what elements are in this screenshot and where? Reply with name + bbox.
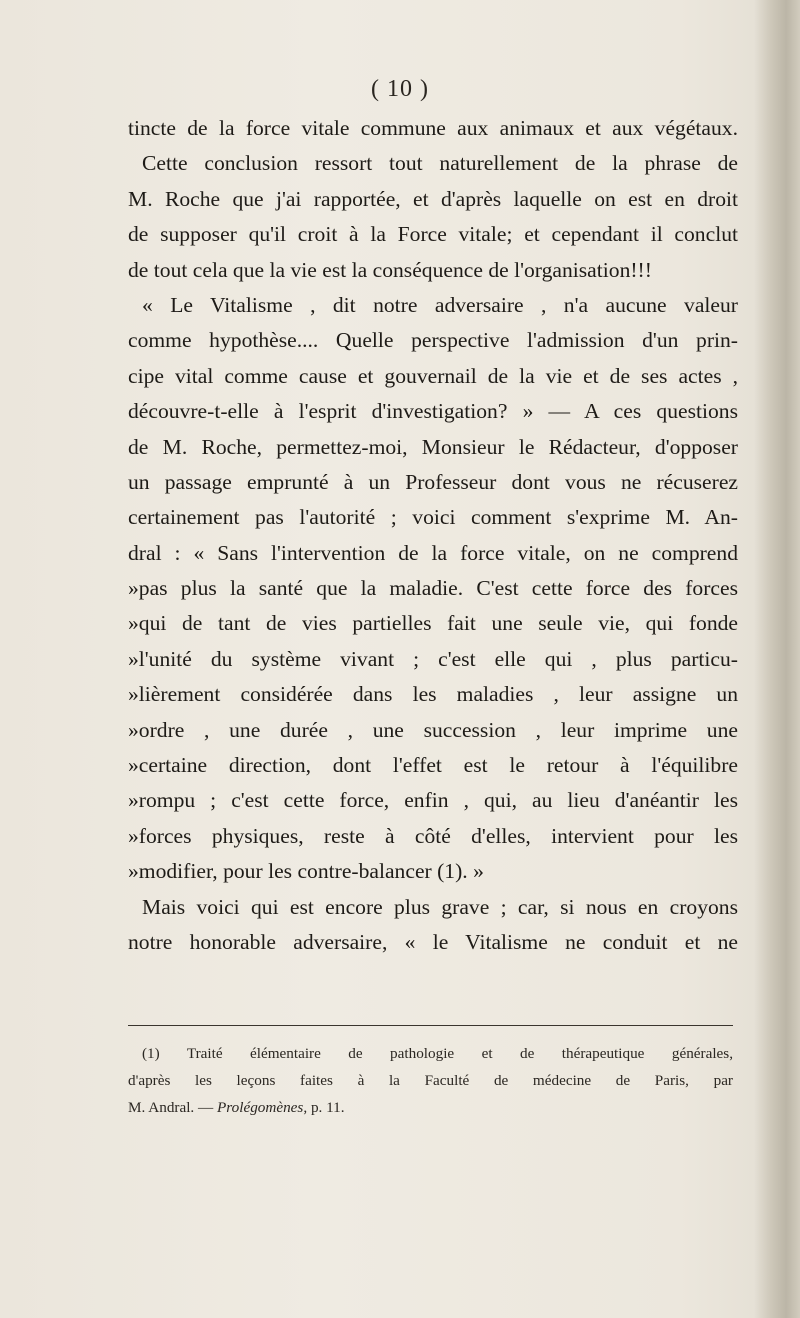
page-number: ( 10 ) <box>371 76 429 102</box>
footnote-page-ref: , p. 11. <box>303 1099 345 1116</box>
text-line: »qui de tant de vies partielles fait une seule vie, qui fonde <box>128 611 738 636</box>
text-line: de M. Roche, permettez-moi, Monsieur le Rédacteur, d'opposer <box>128 434 738 459</box>
text-line: »lièrement considérée dans les maladies , leur assigne un <box>128 682 738 707</box>
text-line: »modifier, pour les contre-balancer (1). » <box>128 859 484 884</box>
text-line: certainement pas l'autorité ; voici comment s'exprime M. An- <box>128 505 738 530</box>
text-line: »l'unité du système vivant ; c'est elle qui , plus particu- <box>128 646 738 671</box>
footnote <box>128 1040 733 1121</box>
page-edge-shadow <box>754 0 800 1318</box>
footnote-line: d'après les leçons faites à la Faculté de médecine de Paris, par <box>128 1072 733 1089</box>
text-line: de supposer qu'il croit à la Force vitale; et cependant il conclut <box>128 222 738 247</box>
text-line: »ordre , une durée , une succession , leur imprime une <box>128 717 738 742</box>
text-line: »certaine direction, dont l'effet est le retour à l'équilibre <box>128 753 738 778</box>
footnote-work-title: Prolégomènes <box>217 1099 304 1116</box>
footnote-divider <box>128 1025 733 1026</box>
text-line: « Le Vitalisme , dit notre adversaire , n'a aucune valeur <box>142 292 738 317</box>
text-line: »pas plus la santé que la maladie. C'est cette force des forces <box>128 576 738 601</box>
footnote-line <box>128 1094 733 1121</box>
text-line: un passage emprunté à un Professeur dont vous ne récuserez <box>128 469 738 494</box>
main-text <box>128 111 738 960</box>
text-line: Mais voici qui est encore plus grave ; car, si nous en croyons <box>142 894 738 919</box>
text-line: comme hypothèse.... Quelle perspective l'admission d'un prin- <box>128 328 738 353</box>
text-line: tincte de la force vitale commune aux animaux et aux végétaux. <box>128 116 738 140</box>
text-line: notre honorable adversaire, « le Vitalisme ne conduit et ne <box>128 929 738 954</box>
text-line: M. Roche que j'ai rapportée, et d'après laquelle on est en droit <box>128 186 738 211</box>
text-line: dral : « Sans l'intervention de la force vitale, on ne comprend <box>128 540 738 565</box>
text-line: »rompu ; c'est cette force, enfin , qui, au lieu d'anéantir les <box>128 788 738 813</box>
text-line: Cette conclusion ressort tout naturellement de la phrase de <box>142 151 738 176</box>
text-line: cipe vital comme cause et gouvernail de la vie et de ses actes , <box>128 363 738 388</box>
text-line: découvre-t-elle à l'esprit d'investigation? » — A ces questions <box>128 399 738 424</box>
text-line: de tout cela que la vie est la conséquence de l'organisation!!! <box>128 257 652 282</box>
text-line: »forces physiques, reste à côté d'elles, intervient pour les <box>128 823 738 848</box>
footnote-author: M. Andral. — <box>128 1099 218 1116</box>
footnote-line: (1) Traité élémentaire de pathologie et de thérapeutique générales, <box>142 1045 733 1062</box>
